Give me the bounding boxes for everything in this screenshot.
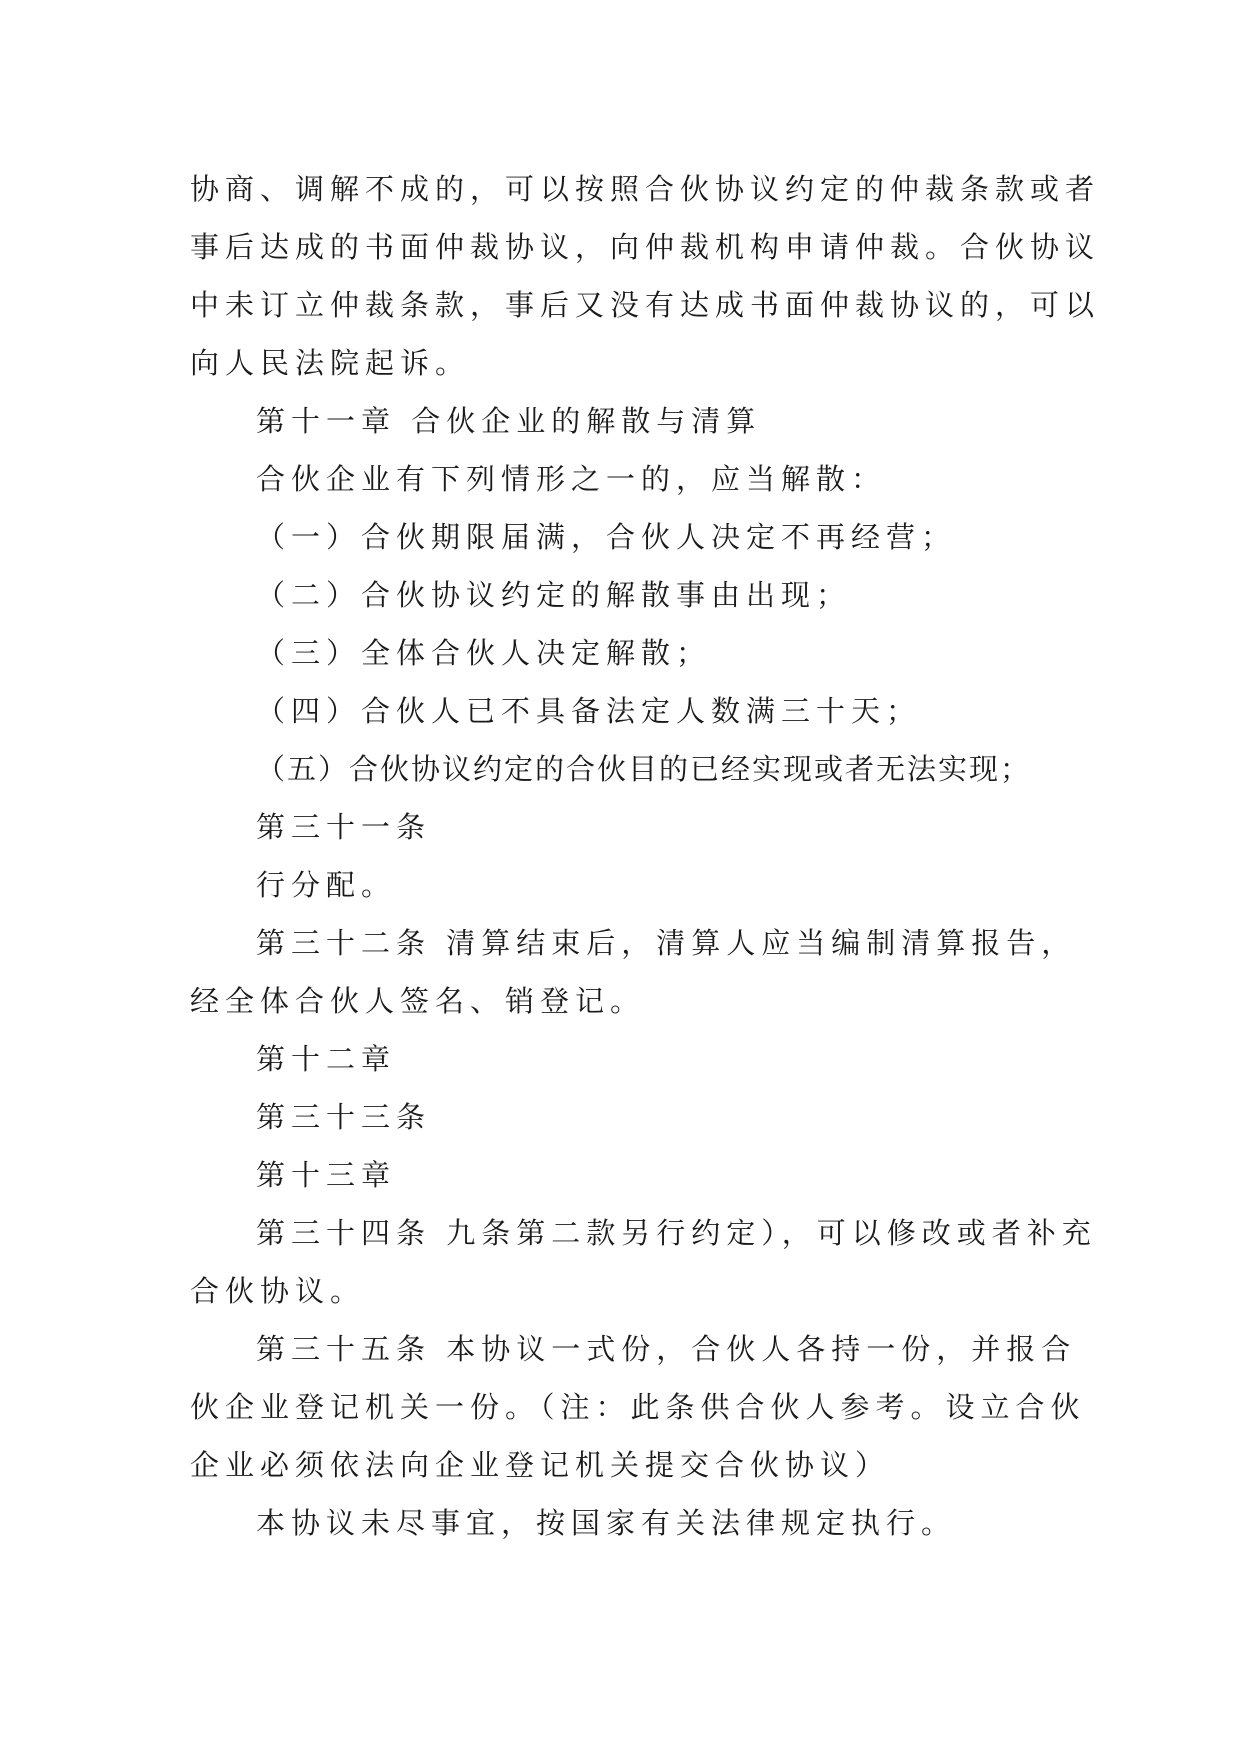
chapter-heading: 第十二章 (256, 1042, 397, 1076)
list-item: （三）全体合伙人决定解散； (256, 636, 712, 670)
article-heading: 第三十三条 (256, 1100, 432, 1134)
document-body (190, 160, 1101, 1552)
paragraph-line: 事后达成的书面仲裁协议，向仲裁机构申请仲裁。合伙协议 (190, 230, 1101, 264)
list-item: （一）合伙期限届满，合伙人决定不再经营； (256, 520, 957, 554)
list-item: （二）合伙协议约定的解散事由出现； (256, 578, 852, 612)
article-heading: 第三十二条 清算结束后，清算人应当编制清算报告， (256, 926, 1077, 960)
paragraph-line: 向人民法院起诉。 (190, 346, 471, 380)
paragraph-line: 合伙协议。 (190, 1274, 366, 1308)
paragraph-line: 伙企业登记机关一份。（注：此条供合伙人参考。设立合伙 (190, 1390, 1086, 1424)
paragraph-line: 企业必须依法向企业登记机关提交合伙协议） (190, 1448, 891, 1482)
article-heading: 第三十一条 (256, 810, 432, 844)
paragraph-line: 本协议未尽事宜，按国家有关法律规定执行。 (256, 1506, 957, 1540)
list-item: （五）合伙协议约定的合伙目的已经实现或者无法实现； (256, 752, 1032, 786)
chapter-heading: 第十一章 合伙企业的解散与清算 (256, 404, 762, 438)
paragraph-line: 经全体合伙人签名、销登记。 (190, 984, 646, 1018)
paragraph-line: 行分配。 (256, 868, 397, 902)
chapter-heading: 第十三章 (256, 1158, 397, 1192)
list-item: （四）合伙人已不具备法定人数满三十天； (256, 694, 922, 728)
article-heading: 第三十四条 九条第二款另行约定），可以修改或者补充 (256, 1216, 1097, 1250)
paragraph-line: 中未订立仲裁条款，事后又没有达成书面仲裁协议的，可以 (190, 288, 1101, 322)
paragraph-line: 协商、调解不成的，可以按照合伙协议约定的仲裁条款或者 (190, 172, 1101, 206)
article-heading: 第三十五条 本协议一式份，合伙人各持一份，并报合 (256, 1332, 1077, 1366)
paragraph-line: 合伙企业有下列情形之一的，应当解散： (256, 462, 887, 496)
